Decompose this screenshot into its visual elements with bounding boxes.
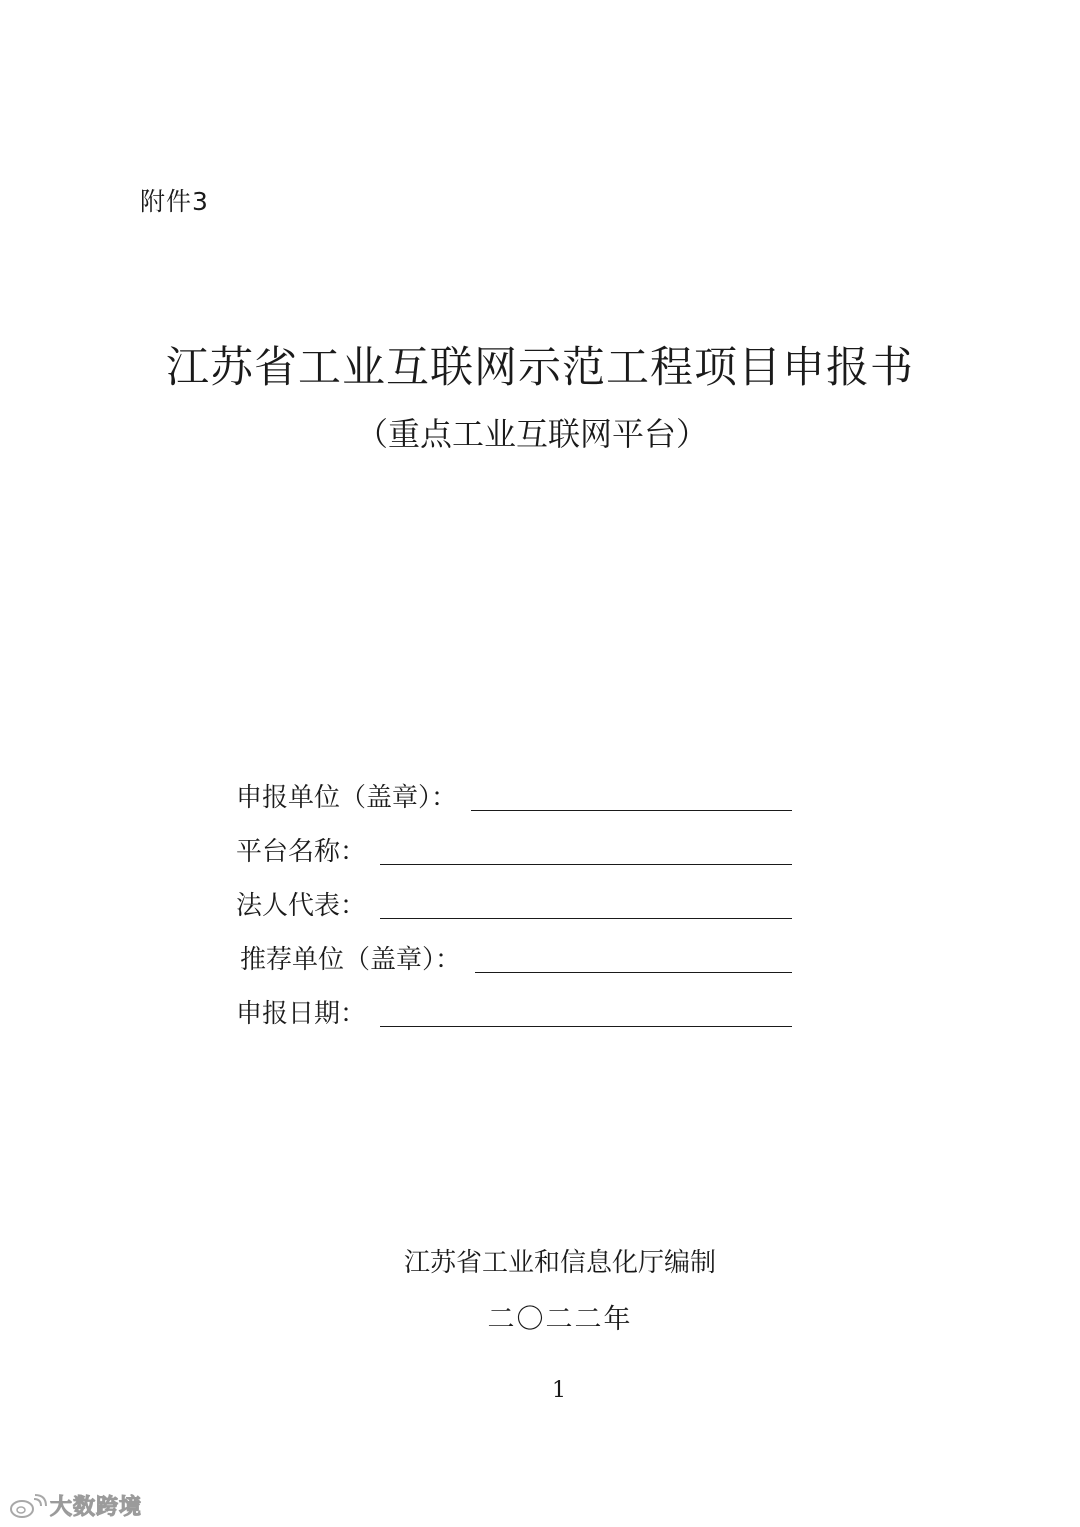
form-label-application-date: 申报日期： bbox=[236, 999, 367, 1029]
issue-year: 二〇二二年 bbox=[487, 1304, 633, 1335]
form-blank-application-date[interactable] bbox=[380, 996, 792, 1027]
form-label-applicant-unit: 申报单位（盖章）： bbox=[236, 783, 458, 813]
form-label-recommending-unit: 推荐单位（盖章）： bbox=[240, 945, 462, 975]
weibo-logo-icon bbox=[8, 1493, 48, 1519]
form-blank-applicant-unit[interactable] bbox=[471, 780, 792, 811]
attachment-label: 附件3 bbox=[140, 187, 209, 216]
form-blank-legal-representative[interactable] bbox=[380, 888, 792, 919]
form-row-legal-representative bbox=[236, 870, 796, 923]
issuer-line: 江苏省工业和信息化厅编制 bbox=[403, 1248, 716, 1278]
form-row-recommending-unit bbox=[236, 924, 796, 977]
watermark bbox=[8, 1490, 142, 1521]
form-row-application-date bbox=[236, 978, 796, 1031]
form-blank-platform-name[interactable] bbox=[380, 834, 792, 865]
form-label-platform-name: 平台名称： bbox=[236, 837, 367, 867]
form-blank-recommending-unit[interactable] bbox=[475, 942, 792, 973]
document-subtitle: （重点工业互联网平台） bbox=[355, 415, 708, 453]
watermark-text: 大数跨境 bbox=[50, 1495, 143, 1520]
document-title: 江苏省工业互联网示范工程项目申报书 bbox=[166, 343, 914, 393]
form-row-applicant-unit bbox=[236, 762, 796, 815]
page-number: 1 bbox=[552, 1378, 566, 1403]
applicant-info-form bbox=[236, 762, 796, 1032]
form-label-legal-representative: 法人代表： bbox=[236, 891, 367, 921]
form-row-platform-name bbox=[236, 816, 796, 869]
